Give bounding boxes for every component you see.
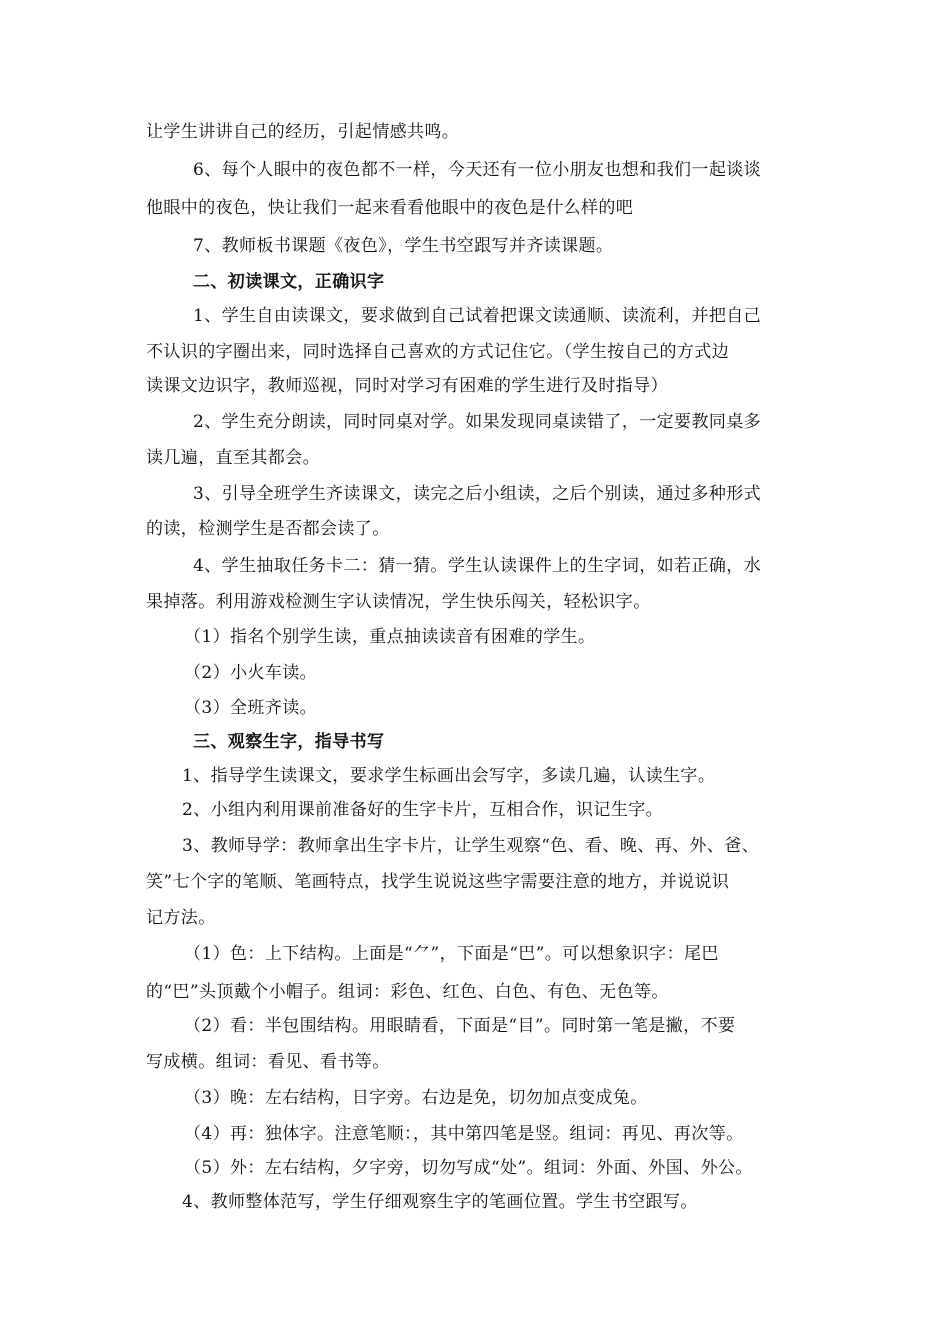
- text-line: 1、学生自由读课文，要求做到自己试着把课文读通顺、读流利，并把自己: [193, 306, 762, 326]
- text-line: （1）色：上下结构。上面是“⺈”，下面是“巴”。可以想象识字：尾巴: [184, 944, 719, 964]
- text-line: 读几遍，直至其都会。: [146, 448, 320, 468]
- text-line: （3）全班齐读。: [184, 698, 318, 718]
- text-line: （2）小火车读。: [184, 663, 318, 683]
- text-line: 他眼中的夜色，快让我们一起来看看他眼中的夜色是什么样的吧: [146, 198, 634, 218]
- text-line: 让学生讲讲自己的经历，引起情感共鸣。: [146, 122, 460, 142]
- text-line: （5）外：左右结构，夕字旁，切勿写成“处”。组词：外面、外国、外公。: [184, 1158, 753, 1178]
- text-line: 2、学生充分朗读，同时同桌对学。如果发现同桌读错了，一定要教同桌多: [193, 412, 762, 432]
- text-line: 的“巴”头顶戴个小帽子。组词：彩色、红色、白色、有色、无色等。: [146, 982, 669, 1002]
- text-line: 记方法。: [146, 908, 216, 928]
- text-line: 不认识的字圈出来，同时选择自己喜欢的方式记住它。（学生按自己的方式边: [146, 342, 730, 362]
- text-line: 写成横。组词：看见、看书等。: [146, 1052, 390, 1072]
- text-line: 1、指导学生读课文，要求学生标画出会写字，多读几遍，认读生字。: [182, 766, 716, 786]
- text-line: 笑”七个字的笔顺、笔画特点，找学生说说这些字需要注意的地方，并说说识: [146, 872, 730, 892]
- text-line: 3、教师导学：教师拿出生字卡片，让学生观察“色、看、晚、再、外、爸、: [182, 836, 760, 856]
- text-line: 6、每个人眼中的夜色都不一样，今天还有一位小朋友也想和我们一起谈谈: [193, 160, 762, 180]
- text-line: 读课文边识字，教师巡视，同时对学习有困难的学生进行及时指导）: [146, 376, 668, 396]
- text-line: 2、小组内利用课前准备好的生字卡片，互相合作，识记生字。: [182, 800, 664, 820]
- text-line: （4）再：独体字。注意笔顺：，其中第四笔是竖。组词：再见、再次等。: [184, 1124, 744, 1144]
- text-line: （1）指名个别学生读，重点抽读读音有困难的学生。: [184, 627, 596, 647]
- text-line: （3）晚：左右结构，日字旁。右边是免，切勿加点变成兔。: [184, 1088, 648, 1108]
- text-line: （2）看：半包围结构。用眼睛看，下面是“目”。同时第一笔是撇，不要: [184, 1016, 736, 1036]
- text-line: 果掉落。利用游戏检测生字认读情况，学生快乐闯关，轻松识字。: [146, 592, 651, 612]
- section-heading: 三、观察生字，指导书写: [193, 732, 385, 752]
- text-line: 4、学生抽取任务卡二：猜一猜。学生认读课件上的生字词，如若正确，水: [193, 556, 762, 576]
- text-line: 的读，检测学生是否都会读了。: [146, 519, 390, 539]
- text-line: 4、教师整体范写，学生仔细观察生字的笔画位置。学生书空跟写。: [182, 1192, 698, 1212]
- text-line: 7、教师板书课题《夜色》，学生书空跟写并齐读课题。: [193, 236, 614, 256]
- text-line: 3、引导全班学生齐读课文，读完之后小组读，之后个别读，通过多种形式: [193, 484, 762, 504]
- section-heading: 二、初读课文，正确识字: [193, 272, 385, 292]
